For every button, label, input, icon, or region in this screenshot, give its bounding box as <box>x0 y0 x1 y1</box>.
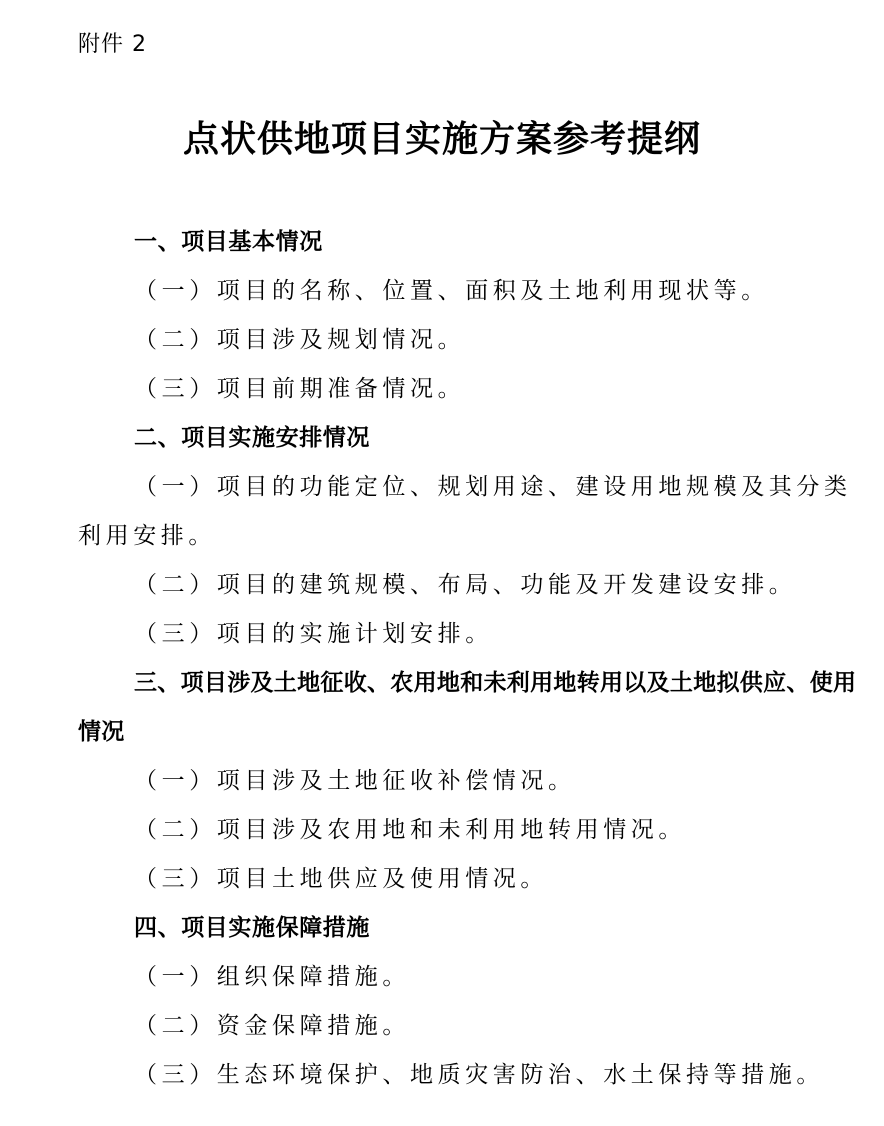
section-3-item-2: （二）项目涉及农用地和未利用地转用情况。 <box>134 817 686 843</box>
section-2-heading: 二、项目实施安排情况 <box>134 425 370 451</box>
section-2-item-3: （三）项目的实施计划安排。 <box>134 621 493 647</box>
section-1-item-2: （二）项目涉及规划情况。 <box>134 327 466 353</box>
section-1-heading: 一、项目基本情况 <box>134 229 323 255</box>
section-4-item-3: （三）生态环境保护、地质灾害防治、水土保持等措施。 <box>134 1062 824 1088</box>
section-1-item-1: （一）项目的名称、位置、面积及土地利用现状等。 <box>134 278 769 304</box>
section-2-item-2: （二）项目的建筑规模、布局、功能及开发建设安排。 <box>134 572 797 598</box>
section-4-item-1: （一）组织保障措施。 <box>134 964 410 990</box>
section-1-item-3: （三）项目前期准备情况。 <box>134 376 466 402</box>
document-title: 点状供地项目实施方案参考提纲 <box>182 118 701 160</box>
section-3-item-3: （三）项目土地供应及使用情况。 <box>134 866 548 892</box>
document-body <box>78 218 858 1100</box>
section-3-item-1: （一）项目涉及土地征收补偿情况。 <box>134 768 576 794</box>
section-4-heading: 四、项目实施保障措施 <box>134 915 370 941</box>
attachment-label: 附件 2 <box>78 32 147 57</box>
section-4-item-2: （二）资金保障措施。 <box>134 1013 410 1039</box>
section-3-heading: 三、项目涉及土地征收、农用地和未利用地转用以及土地拟供应、使用情况 <box>78 670 857 745</box>
section-2-item-1: （一）项目的功能定位、规划用途、建设用地规模及其分类利用安排。 <box>78 474 852 549</box>
